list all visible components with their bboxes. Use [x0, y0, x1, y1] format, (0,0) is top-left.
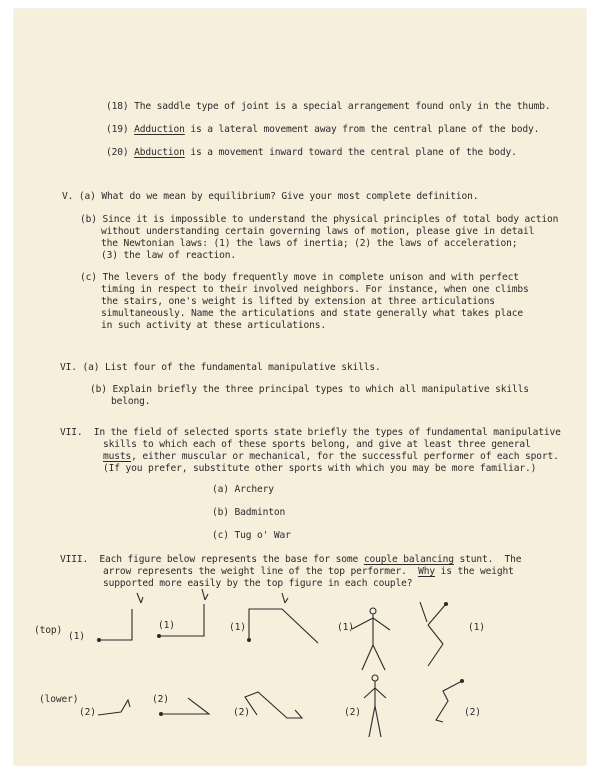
section-5-b-line: the Newtonian laws: (1) the laws of inertia; (2) the laws of acceleration;: [101, 238, 518, 249]
figure-label-2: (2): [233, 707, 250, 718]
question-20-number: (20): [106, 147, 135, 158]
section-7-line: (If you prefer, substitute other sports with which you may be more familiar.): [103, 463, 537, 474]
section-6-b-line: belong.: [111, 396, 151, 407]
section-8-line: supported more easily by the top figure in each couple?: [103, 578, 413, 589]
section-8-couple-balancing-term: couple balancing: [363, 554, 454, 565]
question-19: [106, 124, 539, 136]
section-7-line: [103, 451, 559, 463]
section-8-text: stunt. The: [453, 554, 522, 565]
question-18: (18) The saddle type of joint is a special arrangement found only in the thumb.: [106, 101, 551, 112]
section-8-line: [103, 566, 514, 578]
section-8-text: arrow represents the weight line of the top performer.: [103, 566, 419, 577]
question-20: [106, 147, 517, 159]
figure-label-1: (1): [337, 622, 354, 633]
figure-label-2: (2): [344, 707, 361, 718]
question-19-number: (19): [106, 124, 135, 135]
section-5-b-line: (b) Since it is impossible to understand the physical principles of total body action: [80, 214, 559, 225]
figure-label-1: (1): [229, 622, 246, 633]
section-6-b-line: (b) Explain briefly the three principal types to which all manipulative skills: [90, 384, 529, 395]
lower-label: (lower): [39, 694, 79, 705]
sport-item: (b) Badminton: [212, 507, 286, 518]
section-5-c-line: (c) The levers of the body frequently move in complete unison and with perfect: [80, 272, 519, 283]
figure-label-2: (2): [152, 694, 169, 705]
question-19-text: is a lateral movement away from the central plane of the body.: [184, 124, 540, 135]
top-label: (top): [34, 625, 63, 636]
section-8-text: VIII. Each figure below represents the base for some: [60, 554, 364, 565]
question-20-term: Abduction: [134, 147, 185, 158]
section-7-line: skills to which each of these sports belong, and give at least three general: [103, 439, 531, 450]
figure-label-1: (1): [468, 622, 485, 633]
figure-label-1: (1): [68, 631, 85, 642]
question-20-text: is a movement inward toward the central plane of the body.: [184, 147, 517, 158]
sport-item: (c) Tug o' War: [212, 530, 291, 541]
section-5-c-line: in such activity at these articulations.: [101, 320, 327, 331]
section-7-line: VII. In the field of selected sports state briefly the types of fundamental manipulative: [60, 427, 561, 438]
section-5-c-line: timing in respect to their involved neighbors. For instance, when one climbs: [101, 284, 529, 295]
figure-label-2: (2): [464, 707, 481, 718]
section-5-a: V. (a) What do we mean by equilibrium? Give your most complete definition.: [62, 191, 479, 202]
section-7-line-rest: , either muscular or mechanical, for the successful performer of each sport.: [131, 451, 559, 462]
section-5-c-line: the stairs, one's weight is lifted by extension at three articulations: [101, 296, 495, 307]
section-8-text: is the weight: [434, 566, 514, 577]
section-8-why-term: Why: [418, 566, 435, 577]
section-5-c-line: simultaneously. Name the articulations and state generally what takes place: [101, 308, 523, 319]
section-5-b-line: (3) the law of reaction.: [101, 250, 237, 261]
section-6-a: VI. (a) List four of the fundamental manipulative skills.: [60, 362, 381, 373]
section-5-b-line: without understanding certain governing laws of motion, please give in detail: [101, 226, 535, 237]
question-19-term: Adduction: [134, 124, 185, 135]
figure-label-2: (2): [79, 707, 96, 718]
sport-item: (a) Archery: [212, 484, 274, 495]
section-7-musts-term: musts: [103, 451, 132, 462]
figure-label-1: (1): [158, 620, 175, 631]
section-8-line: [60, 554, 521, 566]
